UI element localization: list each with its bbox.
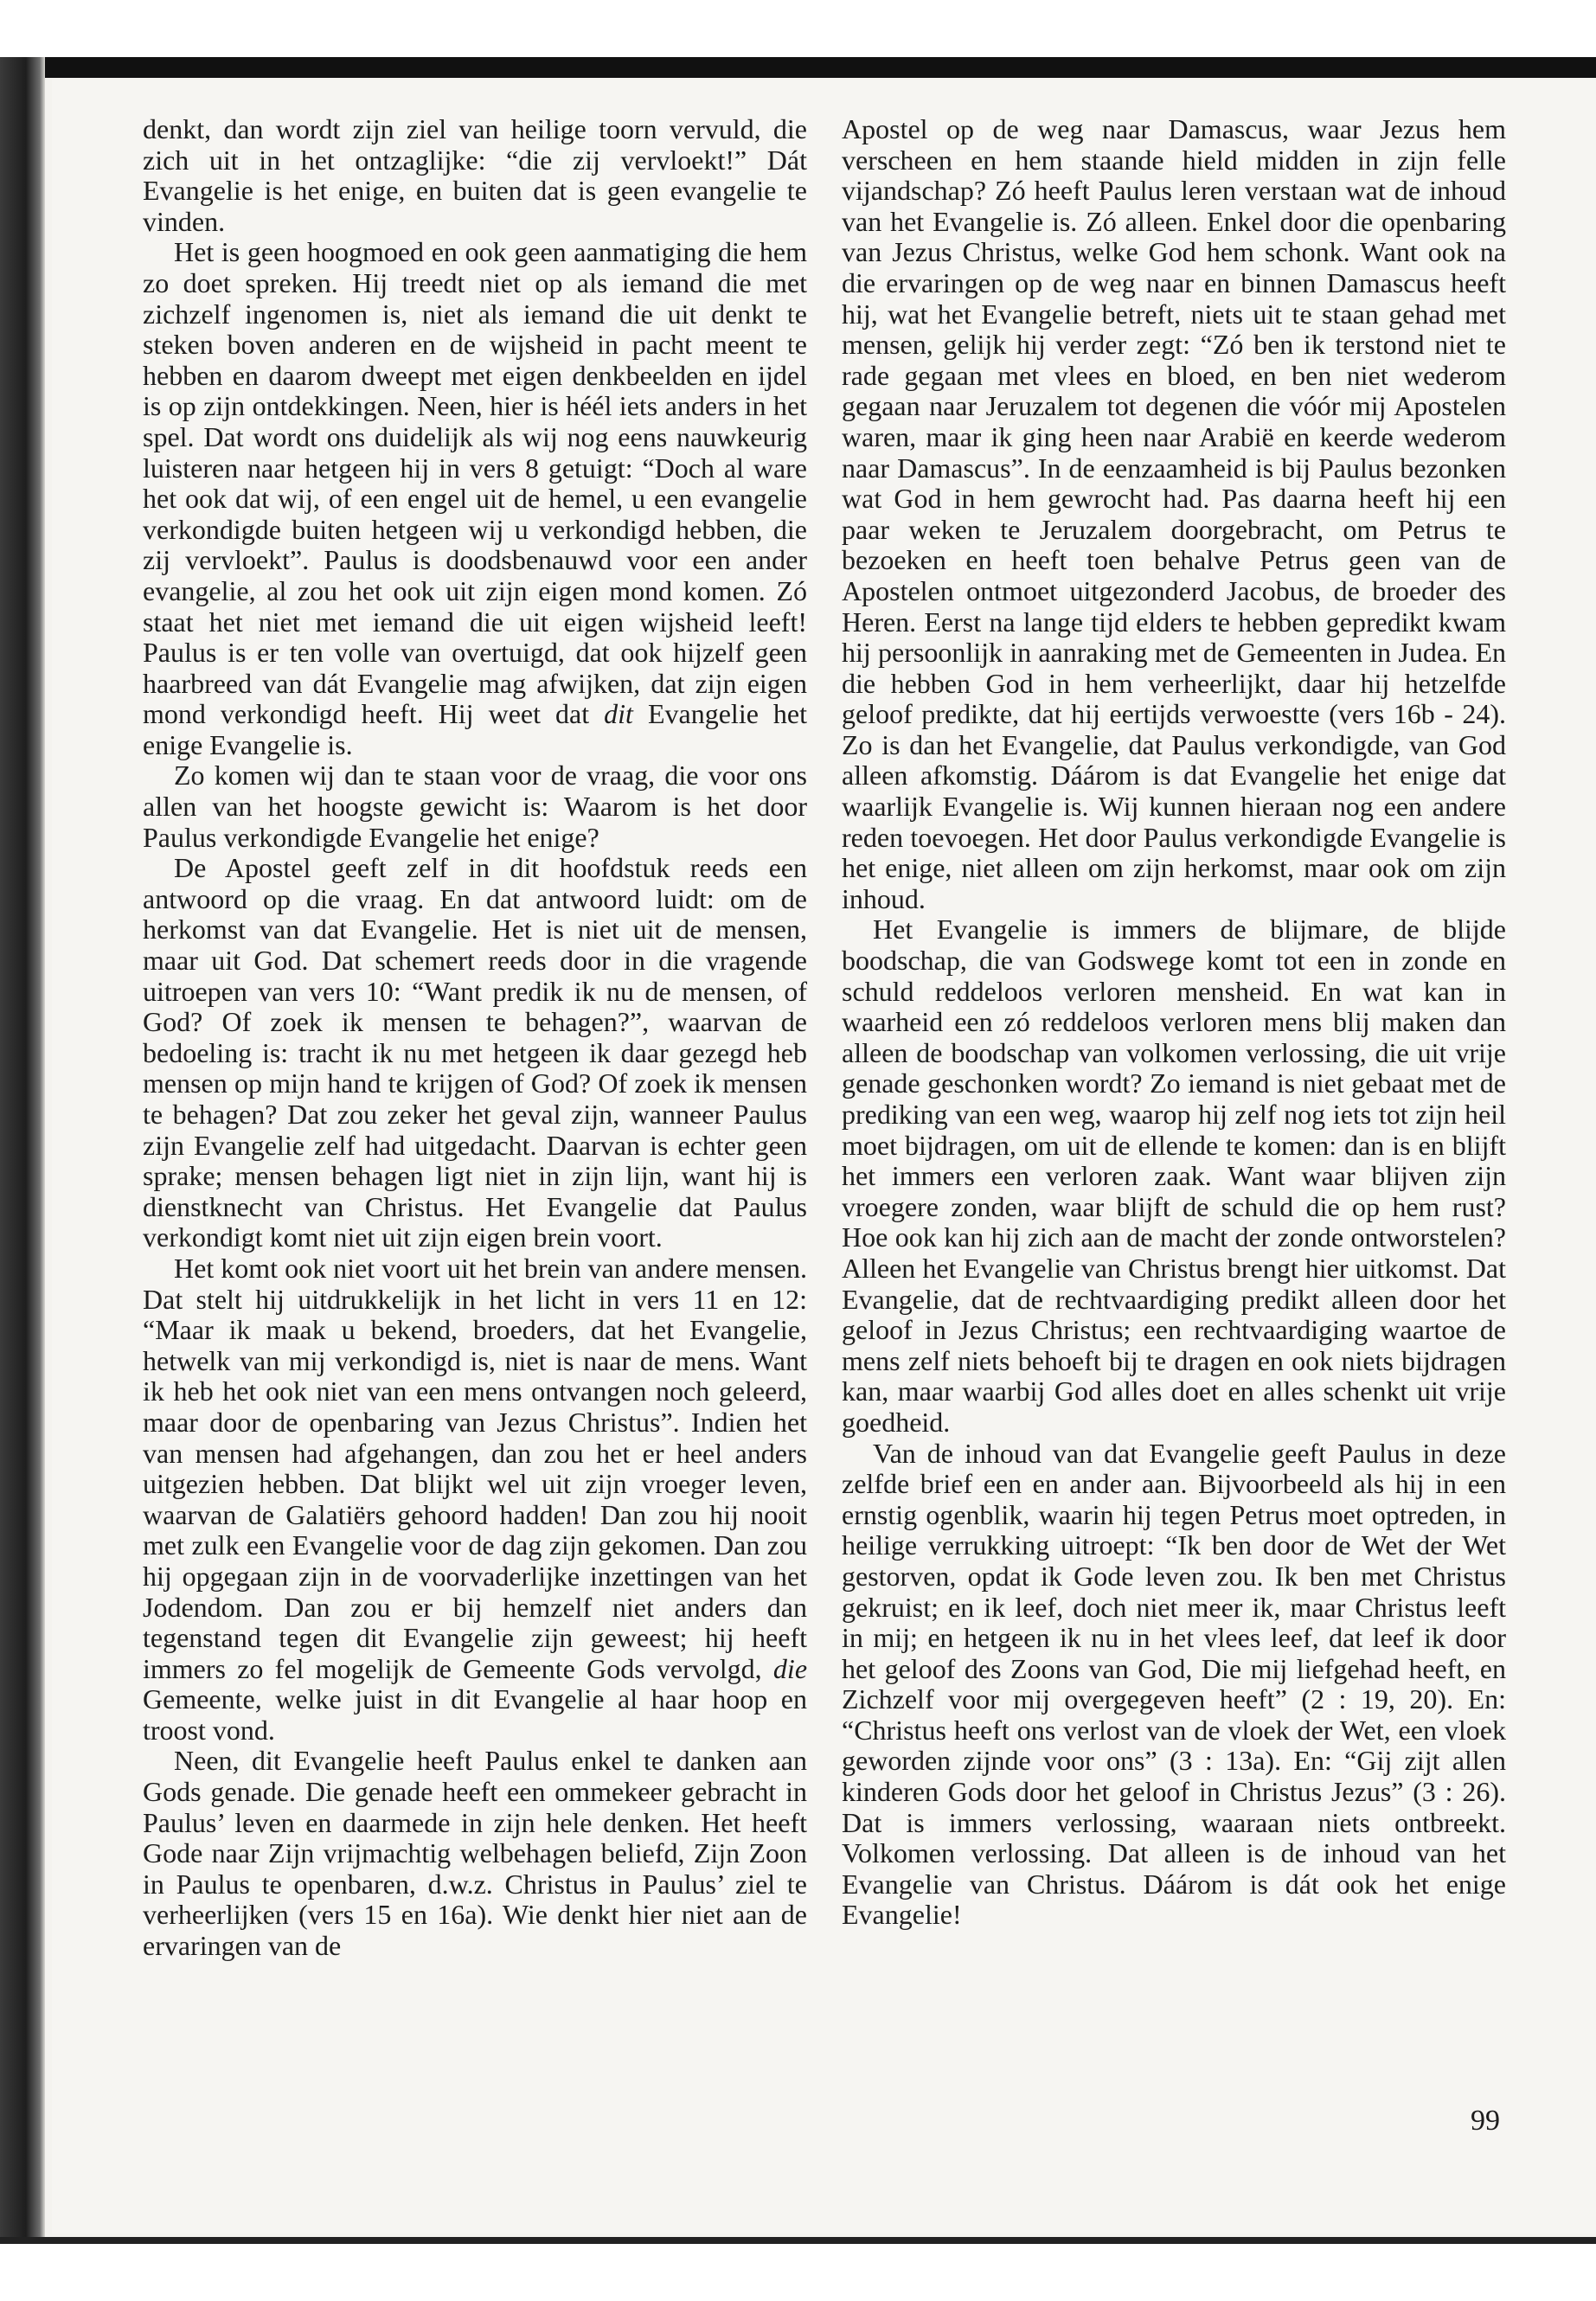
paragraph-text: Evangelie het enige Evangelie is. [143,698,808,760]
paragraph: Zo komen wij dan te staan voor de vraag, die voor ons allen van het hoogste gewicht is: Waarom is het door Paulus verkondigde Evangelie het enige? [143,760,807,853]
right-column [842,114,1506,1931]
paragraph: Van de inhoud van dat Evangelie geeft Paulus in deze zelfde brief een en ander aan. Bijvoorbeeld als hij in een ernstig ogenblik, waarin hij tegen Petrus moet optreden, in heilige verrukking uitroept: “Ik ben door de Wet der Wet gestorven, opdat ik Gode leven zou. Ik ben met Christus gekruist; en ik leef, doch niet meer ik, maar Christus leeft in mij; en hetgeen ik nu in het vlees leef, dat leef ik door het geloof des Zoons van God, Die mij liefgehad heeft, en Zichzelf voor mij overgegeven heeft” (2 : 19, 20). En: “Christus heeft ons verlost van de vloek der Wet, een vloek geworden zijnde voor ons” (3 : 13a). En: “Gij zijt allen kinderen Gods door het geloof in Christus Jezus” (3 : 26). Dat is immers verlossing, waaraan niets ontbreekt. Volkomen verlossing. Dat alleen is de inhoud van het Evangelie van Christus. Dáárom is dát ook het enige Evangelie! [842,1437,1506,1931]
scan-top-margin [0,0,1596,57]
paragraph: Het Evangelie is immers de blijmare, de blijde boodschap, die van Godswege komt tot een in zonde en schuld reddeloos verloren mensheid. En wat kan in waarheid een zó reddeloos verloren mens blij maken dan alleen de boodschap van volkomen verlossing, die uit vrije genade geschonken wordt? Zo iemand is niet gebaat met de prediking van een weg, waarop hij zelf nog iets tot zijn heil moet bijdragen, om uit de ellende te komen: dan is en blijft het immers een verloren zaak. Want waar blijven zijn vroegere zonden, waar blijft de schuld die op hem rust? Hoe ook kan hij zich aan de macht der zonde ontworstelen? Alleen het Evangelie van Christus brengt hier uitkomst. Dat Evangelie, dat de rechtvaardiging predikt alleen door het geloof in Jezus Christus; een rechtvaardiging waartoe de mens zelf niets behoeft bij te dragen en ook niets bijdragen kan, maar waarbij God alles doet en alles schenkt uit vrije goedheid. [842,913,1506,1438]
paragraph-text: Het komt ook niet voort uit het brein van andere mensen. Dat stelt hij uitdrukkelijk in het licht in vers 11 en 12: “Maar ik maak u bekend, broeders, dat het Evangelie, hetwelk van mij verkondigd is, niet is naar de mens. Want ik heb het ook niet van een mens ontvangen noch geleerd, maar door de openbaring van Jezus Christus”. Indien het van mensen had afgehangen, dan zou het er heel anders uitgezien hebben. Dat blijkt wel uit zijn vroeger leven, waarvan de Galatiërs gehoord hadden! Dan zou hij nooit met zulk een Evangelie voor de dag zijn gekomen. Dan zou hij opgegaan zijn in de voorvaderlijke inzettingen van het Jodendom. Dan zou er bij hemzelf niet anders dan tegenstand tegen dit Evangelie zijn geweest; hij heeft immers zo fel mogelijk de Gemeente Gods vervolgd, [143,1252,807,1684]
paragraph: Apostel op de weg naar Damascus, waar Jezus hem verscheen en hem staande hield midden in zijn felle vijandschap? Zó heeft Paulus leren verstaan wat de inhoud van het Evangelie is. Zó alleen. Enkel door die openbaring van Jezus Christus, welke God hem schonk. Want ook na die ervaringen op de weg naar en binnen Damascus heeft hij, wat het Evangelie betreft, niets uit te staan gehad met mensen, gelijk hij verder zegt: “Zó ben ik terstond niet te rade gegaan met vlees en bloed, en ben niet wederom gegaan naar Jeruzalem tot degenen die vóór mij Apostelen waren, maar ik ging heen naar Arabië en keerde wederom naar Damascus”. In de eenzaamheid is bij Paulus bezonken wat God in hem gewrocht had. Pas daarna heeft hij een paar weken te Jeruzalem doorgebracht, om Petrus te bezoeken en heeft toen behalve Petrus geen van de Apostelen ontmoet uitgezonderd Jacobus, de broeder des Heren. Eerst na lange tijd elders te hebben gepredikt kwam hij persoonlijk in aanraking met de Gemeenten in Judea. En die hebben God in hem verheerlijkt, daar hij hetzelfde geloof predikte, dat hij eertijds verwoestte (vers 16b - 24). Zo is dan het Evangelie, dat Paulus verkondigde, van God alleen afkomstig. Dáárom is dat Evangelie het enige dat waarlijk Evangelie is. Wij kunnen hieraan nog een andere reden toevoegen. Het door Paulus verkondigde Evangelie is het enige, niet alleen om zijn herkomst, maar ook om zijn inhoud. [842,113,1506,914]
emphasis: die [772,1652,808,1684]
page-number: 99 [1471,2105,1500,2137]
paragraph [143,1253,807,1747]
emphasis: dit [604,698,633,730]
paragraph-text: Gemeente, welke juist in dit Evangelie al haar hoop en troost vond. [143,1683,807,1746]
scan-top-edge [0,57,1596,78]
paragraph: Neen, dit Evangelie heeft Paulus enkel te danken aan Gods genade. Die genade heeft een ommekeer gebracht in Paulus’ leven en daarmede in zijn hele denken. Het heeft Gode naar Zijn vrijmachtig welbehagen beliefd, Zijn Zoon in Paulus te openbaren, d.w.z. Christus in Paulus’ ziel te verheerlijken (vers 15 en 16a). Wie denkt hier niet aan de ervaringen van de [143,1745,807,1962]
scan-bottom-edge [0,2237,1596,2244]
scan-bottom-margin [0,2237,1596,2301]
left-column [143,114,807,1962]
paragraph: De Apostel geeft zelf in dit hoofdstuk reeds een antwoord op die vraag. En dat antwoord luidt: om de herkomst van dat Evangelie. Het is niet uit de mensen, maar uit God. Dat schemert reeds door in die vragende uitroepen van vers 10: “Want predik ik nu de mensen, of God? Of zoek ik mensen te behagen?”, waarvan de bedoeling is: tracht ik nu met hetgeen ik daar gezegd heb mensen op mijn hand te krijgen of God? Of zoek ik mensen te behagen? Dat zou zeker het geval zijn, wanneer Paulus zijn Evangelie zelf had uitgedacht. Daarvan is echter geen sprake; mensen behagen ligt niet in zijn lijn, want hij is dienstknecht van Christus. Het Evangelie dat Paulus verkondigt komt niet uit zijn eigen brein voort. [143,852,807,1253]
paragraph-text: Het is geen hoogmoed en ook geen aanmatiging die hem zo doet spreken. Hij treedt niet op als iemand die met zichzelf ingenomen is, niet als iemand die uit denkt te steken boven anderen en de wijsheid in pacht meent te hebben en daarom dweept met eigen denkbeelden en ijdel is op zijn ontdekkingen. Neen, hier is héél iets anders in het spel. Dat wordt ons duidelijk als wij nog eens nauwkeurig luisteren naar hetgeen hij in vers 8 getuigt: “Doch al ware het ook dat wij, of een engel uit de hemel, u een evangelie verkondigde buiten hetgeen wij u verkondigd hebben, die zij vervloekt”. Paulus is doodsbenauwd voor een ander evangelie, al zou het ook uit zijn eigen mond komen. Zó staat het niet met iemand die uit eigen wijsheid leeft! Paulus is er ten volle van overtuigd, dat ook hijzelf geen haarbreed van dát Evangelie mag afwijken, dat zijn eigen mond verkondigd heeft. Hij weet dat [143,236,807,730]
paragraph: denkt, dan wordt zijn ziel van heilige toorn vervuld, die zich uit in het ontzaglijke: “die zij vervloekt!” Dát Evangelie is het enige, en buiten dat is geen evangelie te vinden. [143,113,807,237]
book-spine-edge [0,57,45,2237]
paragraph [143,237,807,760]
